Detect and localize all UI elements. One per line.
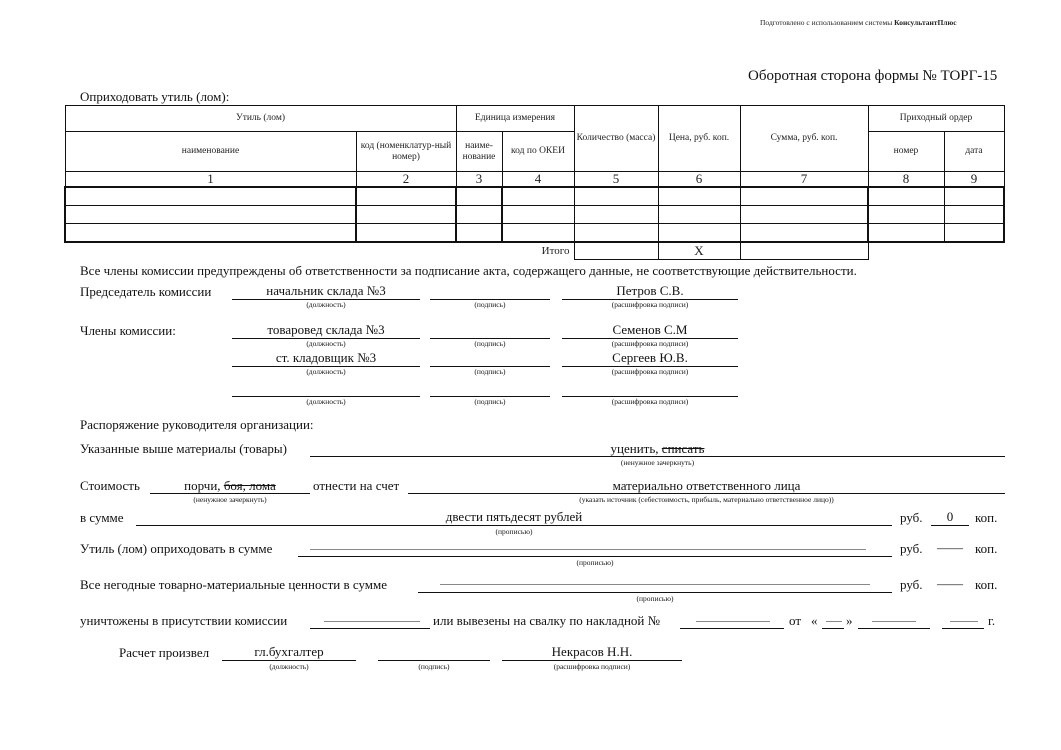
cap-words: (прописью) [636, 594, 674, 603]
chair-name: Петров С.В. [616, 283, 684, 298]
year-suffix: г. [988, 613, 996, 628]
th-name: наименование [65, 132, 356, 172]
cap-strike-2: (ненужное зачеркнуть) [193, 495, 267, 504]
note-brand: КонсультантПлюс [894, 18, 957, 27]
kop-label: коп. [975, 577, 998, 592]
member-1-position: товаровед склада №3 [267, 322, 385, 337]
table-row [65, 187, 1004, 206]
cap-decode: (расшифровка подписи) [611, 367, 689, 376]
cost-attr-label: отнести на счет [313, 478, 400, 493]
order-title: Распоряжение руководителя организации: [80, 417, 314, 432]
table-cell[interactable] [502, 187, 574, 206]
table-cell[interactable] [502, 224, 574, 243]
table-row [65, 224, 1004, 243]
cap-sign: (подпись) [474, 300, 506, 309]
th-unit: Единица измерения [456, 106, 574, 132]
th-order-date: дата [944, 132, 1004, 172]
total-price: X [658, 242, 740, 260]
table-cell[interactable] [456, 224, 502, 243]
table-cell[interactable] [740, 224, 868, 243]
table-cell[interactable] [356, 224, 456, 243]
dump-label: или вывезены на свалку по накладной № [433, 613, 661, 628]
kop-label: коп. [975, 541, 998, 556]
cap-words: (прописью) [576, 558, 614, 567]
table-cell[interactable] [65, 187, 356, 206]
scrap-table [64, 105, 1005, 260]
rub-label: руб. [900, 577, 923, 592]
scrap-section-title: Оприходовать утиль (лом): [80, 89, 230, 104]
table-cell[interactable] [65, 206, 356, 224]
table-cell[interactable] [502, 206, 574, 224]
quote-open: « [811, 613, 818, 628]
sum-value: двести пятьдесят рублей [445, 509, 583, 524]
table-cell[interactable] [356, 187, 456, 206]
table-cell[interactable] [944, 206, 1004, 224]
materials-value [310, 441, 1005, 457]
table-cell[interactable] [868, 224, 944, 243]
cost-label: Стоимость [80, 478, 140, 493]
col-num-2: 2 [356, 172, 456, 188]
cap-strike: (ненужное зачеркнуть) [620, 458, 695, 467]
table-cell[interactable] [456, 206, 502, 224]
commission-warning: Все члены комиссии предупреждены об ответственности за подписание акта, содержащего данные, не соответствующие действительности. [80, 263, 857, 278]
form-title: Оборотная сторона формы № ТОРГ-15 [748, 68, 998, 84]
materials-label: Указанные выше материалы (товары) [80, 441, 287, 456]
scrap-sum-label: Утиль (лом) оприходовать в сумме [80, 541, 273, 556]
cap-position: (должность) [306, 300, 346, 309]
table-cell[interactable] [574, 187, 658, 206]
cap-sign: (подпись) [474, 367, 506, 376]
th-order-num: номер [868, 132, 944, 172]
total-sum[interactable] [740, 242, 868, 260]
th-unit-code: код по ОКЕИ [502, 132, 574, 172]
materials-value-a: уценить, [610, 441, 659, 456]
sum-label: в сумме [80, 510, 124, 525]
th-util: Утиль (лом) [65, 106, 456, 132]
col-num-8: 8 [868, 172, 944, 188]
col-num-4: 4 [502, 172, 574, 188]
total-qty[interactable] [574, 242, 658, 260]
calc-cap-sign: (подпись) [418, 662, 450, 671]
calc-cap-decode: (расшифровка подписи) [553, 662, 631, 671]
sum-kop: 0 [946, 509, 954, 524]
chair-label: Председатель комиссии [80, 284, 212, 299]
col-num-3: 3 [456, 172, 502, 188]
col-num-1: 1 [65, 172, 356, 188]
member-1-name: Семенов С.М [612, 322, 688, 337]
th-price: Цена, руб. коп. [658, 106, 740, 172]
table-cell[interactable] [658, 224, 740, 243]
quote-close: » [846, 613, 853, 628]
rub-label: руб. [900, 510, 923, 525]
calc-name: Некрасов Н.Н. [551, 644, 633, 659]
th-code: код (номенклатур-ный номер) [356, 132, 456, 172]
cap-decode: (расшифровка подписи) [611, 339, 689, 348]
table-cell[interactable] [456, 187, 502, 206]
member-2-name: Сергеев Ю.В. [612, 350, 688, 365]
cost-value-a: порчи, [184, 478, 221, 493]
th-sum: Сумма, руб. коп. [740, 106, 868, 172]
table-cell[interactable] [868, 206, 944, 224]
materials-value-b: списать [661, 441, 705, 456]
cap-words: (прописью) [495, 527, 533, 536]
cost-value [150, 478, 310, 494]
col-num-5: 5 [574, 172, 658, 188]
table-cell[interactable] [868, 187, 944, 206]
table-cell[interactable] [740, 206, 868, 224]
table-cell[interactable] [740, 187, 868, 206]
consultant-note [760, 18, 957, 27]
table-cell[interactable] [356, 206, 456, 224]
kop-label: коп. [975, 510, 998, 525]
from-label: от [789, 613, 802, 628]
cap-position: (должность) [306, 367, 346, 376]
unfit-kop-dash: —— [937, 576, 963, 591]
table-cell[interactable] [574, 206, 658, 224]
total-label: Итого [541, 244, 570, 257]
calc-cap-position: (должность) [269, 662, 309, 671]
rub-label: руб. [900, 541, 923, 556]
cap-decode: (расшифровка подписи) [611, 397, 689, 406]
table-cell[interactable] [944, 224, 1004, 243]
th-order: Приходный ордер [868, 106, 1004, 132]
cap-sign: (подпись) [474, 397, 506, 406]
members-label: Члены комиссии: [80, 323, 176, 338]
note-prefix: Подготовлено с использованием системы [760, 18, 893, 27]
th-qty: Количество (масса) [574, 106, 658, 172]
col-num-7: 7 [740, 172, 868, 188]
cap-decode: (расшифровка подписи) [611, 300, 689, 309]
account-value: материально ответственного лица [612, 478, 801, 493]
chair-position: начальник склада №3 [266, 283, 386, 298]
calc-label: Расчет произвел [119, 645, 210, 660]
table-total-row [65, 242, 1004, 260]
cap-sign: (подпись) [474, 339, 506, 348]
table-cell[interactable] [944, 187, 1004, 206]
table-cell[interactable] [658, 206, 740, 224]
table-row [65, 206, 1004, 224]
destroyed-label: уничтожены в присутствии комиссии [80, 613, 288, 628]
cost-value-b: боя, лома [223, 478, 276, 493]
member-2-position: ст. кладовщик №3 [275, 350, 377, 365]
cap-position: (должность) [306, 339, 346, 348]
table-cell[interactable] [65, 224, 356, 243]
scrap-kop-dash: —— [937, 540, 963, 555]
calc-position: гл.бухгалтер [254, 644, 324, 659]
th-unit-name: наиме-нование [456, 132, 502, 172]
table-cell[interactable] [658, 187, 740, 206]
col-num-9: 9 [944, 172, 1004, 188]
table-cell[interactable] [574, 224, 658, 243]
unfit-label: Все негодные товарно-материальные ценности в сумме [80, 577, 387, 592]
col-num-6: 6 [658, 172, 740, 188]
cap-position: (должность) [306, 397, 346, 406]
cap-account: (указать источник (себестоимость, прибыль, материально ответственное лицо)) [579, 495, 834, 504]
